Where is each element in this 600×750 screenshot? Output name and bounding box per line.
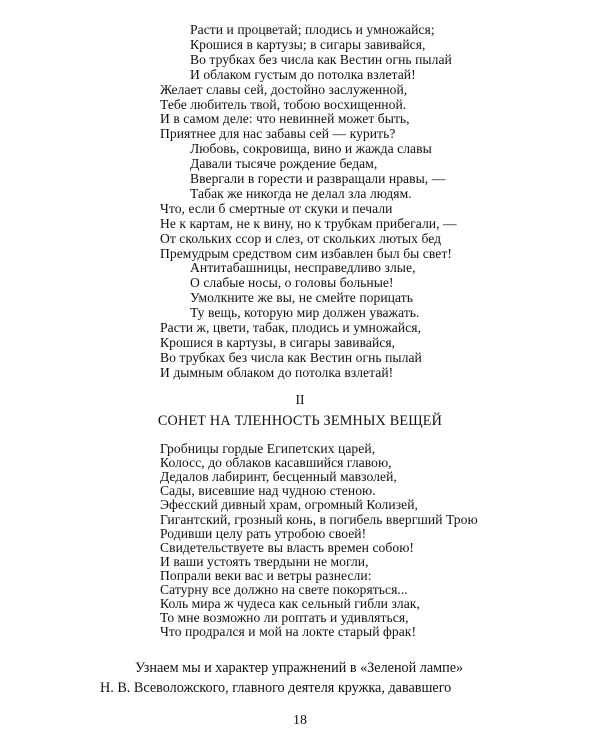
section-number: II <box>295 392 305 407</box>
poem1-line-6: Тебе любитель твой, тобою восхищенной. <box>160 96 407 112</box>
section-title: СОНЕТ НА ТЛЕННОСТЬ ЗЕМНЫХ ВЕЩЕЙ <box>157 413 443 429</box>
poem2-line-5: Эфесский дивный храм, огромный Колизей, <box>160 497 418 513</box>
poem2-line-11: Сатурну все должно на свете покоряться... <box>160 582 408 597</box>
poem1-line-19: Умолкните же вы, не смейте порицать <box>190 290 413 306</box>
poem1-line-9: Любовь, сокровища, вино и жажда славы <box>190 141 432 157</box>
poem2-line-9: И ваши устоять твердыни не могли, <box>160 553 369 569</box>
page-number: 18 <box>293 713 307 728</box>
poem1-line-20: Ту вещь, которую мир должен уважать. <box>190 305 420 321</box>
poem2-line-4: Сады, висевшие над чудною стеною. <box>160 483 376 499</box>
poem2-line-10: Попрали веки вас и ветры разнесли: <box>160 567 372 583</box>
poem1-line-16: Премудрым средством сим избавлен был бы свет! <box>160 245 452 261</box>
poem2-line-3: Дедалов лабиринт, бесценный мавзолей, <box>160 469 397 485</box>
prose-line-1: Узнаем мы и характер упражнений в «Зеленой лампе» <box>135 660 464 676</box>
poem1-line-15: От скольких ссор и слез, от скольких лютых бед <box>160 230 442 246</box>
poem1-line-17: Антитабашницы, несправедливо злые, <box>190 260 416 276</box>
poem1-line-10: Давали тысяче рождение бедам, <box>190 156 378 172</box>
poem2-line-12: Коль мира ж чудеса как сельный гибли злак, <box>160 596 420 612</box>
poem2-line-1: Гробницы гордые Египетских царей, <box>160 441 376 456</box>
poem1-line-21: Расти ж, цвети, табак, плодись и умножайся, <box>160 320 422 335</box>
poem1-line-7: И в самом деле: что невинней может быть, <box>160 111 410 127</box>
poem1-line-22: Крошися в картузы, в сигары завивайся, <box>160 334 396 350</box>
poem1-line-18: О слабые носы, о головы больные! <box>190 275 394 291</box>
poem2-line-6: Гигантский, грозный конь, в погибель ввергший Трою <box>160 511 478 527</box>
poem2-line-2: Колосс, до облаков касавшийся главою, <box>160 455 392 471</box>
poem1-line-1: Расти и процветай; плодись и умножайся; <box>190 22 435 37</box>
prose-line-2: Н. В. Всеволожского, главного деятеля кружка, дававшего <box>100 680 452 696</box>
poem2-line-13: То мне возможно ли роптать и удивляться, <box>160 610 409 626</box>
poem2-line-14: Что продрался и мой на локте старый фрак! <box>160 624 417 640</box>
poem1-line-14: Не к картам, не к вину, но к трубкам прибегали, — <box>160 215 457 231</box>
poem1-line-3: Во трубках без числа как Вестин огнь пылай <box>190 51 452 67</box>
poem1-line-5: Желает славы сей, достойно заслуженной, <box>160 81 408 97</box>
poem1-line-4: И облаком густым до потолка взлетай! <box>190 66 416 82</box>
poem1-line-24: И дымным облаком до потолка взлетай! <box>160 364 394 380</box>
poem1-line-11: Ввергали в горести и развращали нравы, — <box>190 171 446 186</box>
poem1-line-13: Что, если б смертные от скуки и печали <box>160 200 393 216</box>
poem1-line-8: Приятнее для нас забавы сей — курить? <box>160 126 396 142</box>
poem2-line-8: Свидетельствуете вы власть времен собою! <box>160 539 414 555</box>
poem1-line-12: Табак же никогда не делал зла людям. <box>190 185 412 201</box>
poem2-line-7: Родивши целу рать утробою своей! <box>160 525 367 541</box>
poem1-line-23: Во трубках без числа как Вестин огнь пылай <box>160 349 422 365</box>
poem1-line-2: Крошися в картузы; в сигары завивайся, <box>190 36 426 52</box>
